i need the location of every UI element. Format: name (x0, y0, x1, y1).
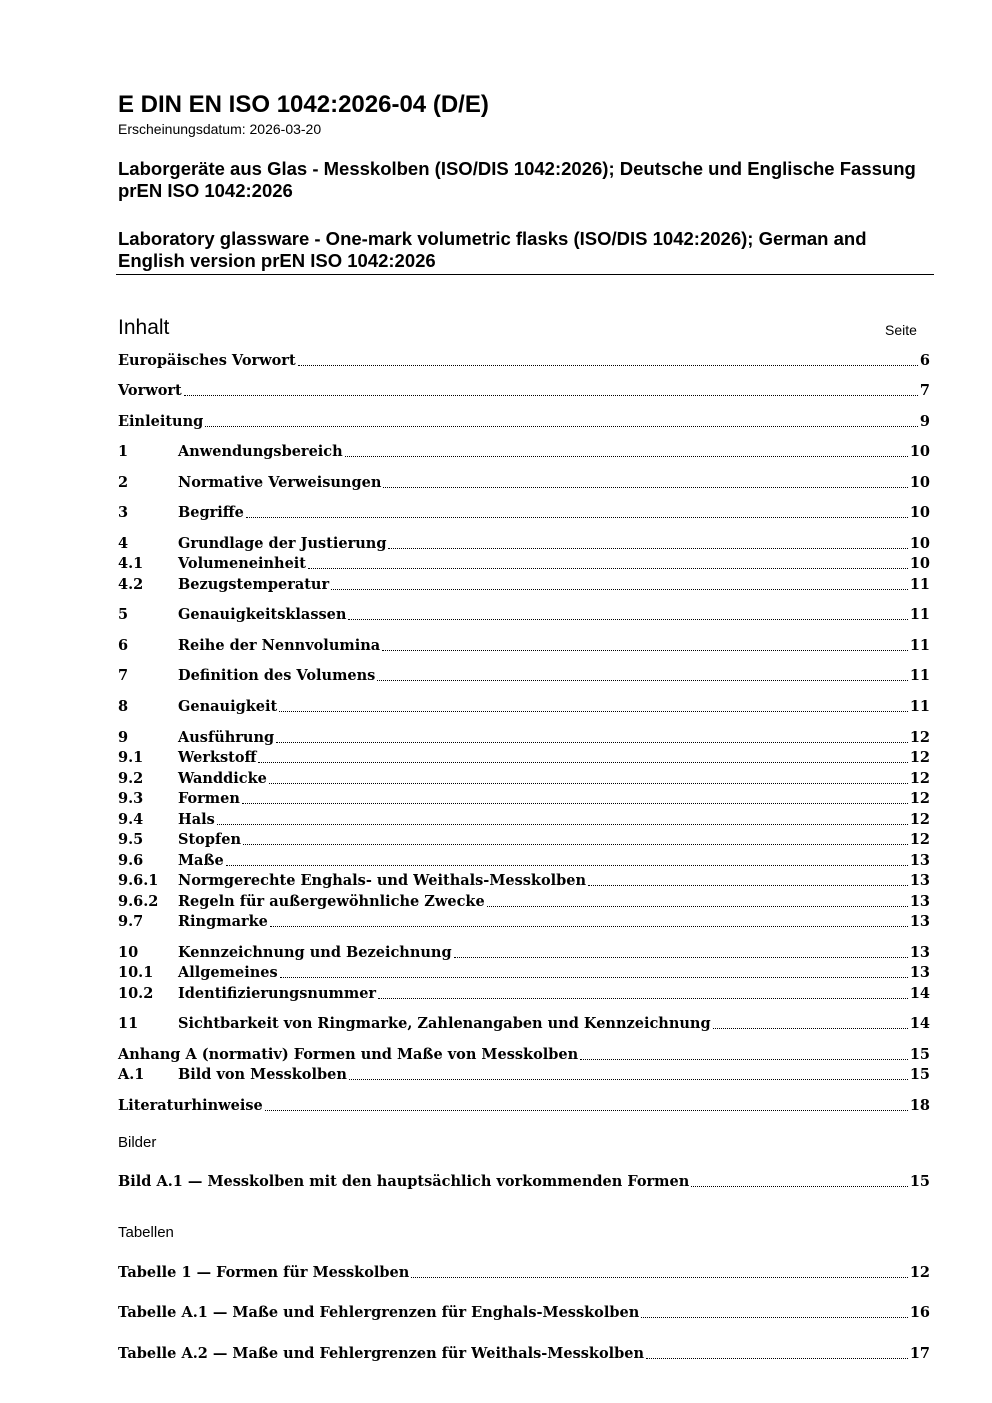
dot-leader (411, 1277, 908, 1278)
toc-entry-title: Vorwort (118, 382, 182, 399)
toc-entry-number: A.1 (118, 1066, 145, 1083)
toc-entry-number: 10 (118, 944, 139, 961)
toc-entry-title: Literaturhinweise (118, 1097, 263, 1114)
dot-leader (280, 977, 908, 978)
toc-entry-title: Maße (178, 852, 224, 869)
table-entry-title: Tabelle A.1 — Maße und Fehlergrenzen für Enghals-Messkolben (118, 1304, 640, 1321)
page-column-label: Seite (885, 322, 917, 338)
figure-entry[interactable] (118, 1172, 930, 1192)
toc-entry[interactable] (118, 1096, 930, 1116)
toc-entry-title: Ausführung (178, 729, 275, 746)
toc-entry[interactable] (118, 963, 930, 983)
table-entry-title: Tabelle 1 — Formen für Messkolben (118, 1264, 410, 1281)
toc-entry-title: Genauigkeitsklassen (178, 606, 347, 623)
dot-leader (205, 426, 918, 427)
toc-entry-page: 13 (909, 913, 930, 930)
toc-entry-title: Stopfen (178, 831, 241, 848)
toc-entry[interactable] (118, 381, 930, 401)
toc-entry-number: 9.7 (118, 913, 144, 930)
toc-entry-title: Formen (178, 790, 240, 807)
toc-entry[interactable] (118, 605, 930, 625)
toc-entry-number: 9.1 (118, 749, 144, 766)
toc-entry-number: 10.2 (118, 985, 154, 1002)
toc-entry-title: Ringmarke (178, 913, 268, 930)
toc-entry[interactable] (118, 769, 930, 789)
toc-entry-number: 4.1 (118, 555, 144, 572)
toc-entry-page: 14 (909, 1015, 930, 1032)
toc-entry-page: 13 (909, 852, 930, 869)
toc-entry-title: Europäisches Vorwort (118, 352, 296, 369)
toc-entry-page: 10 (909, 535, 930, 552)
dot-leader (308, 568, 908, 569)
toc-entry-number: 8 (118, 698, 129, 715)
dot-leader (265, 1110, 908, 1111)
dot-leader (226, 865, 908, 866)
toc-entry-page: 14 (909, 985, 930, 1002)
dot-leader (345, 456, 908, 457)
dot-leader (279, 711, 908, 712)
toc-entry-page: 12 (909, 831, 930, 848)
toc-entry[interactable] (118, 1045, 930, 1065)
toc-entry-title: Sichtbarkeit von Ringmarke, Zahlenangaben und Kennzeichnung (178, 1015, 711, 1032)
toc-entry-page: 12 (909, 770, 930, 787)
toc-entry[interactable] (118, 892, 930, 912)
toc-entry[interactable] (118, 503, 930, 523)
table-entry-title: Tabelle A.2 — Maße und Fehlergrenzen für Weithals-Messkolben (118, 1345, 645, 1362)
dot-leader (383, 487, 907, 488)
table-entry[interactable] (118, 1303, 930, 1323)
toc-entry-page: 10 (909, 555, 930, 572)
dot-leader (377, 680, 907, 681)
toc-entry[interactable] (118, 575, 930, 595)
toc-entry-page: 12 (909, 790, 930, 807)
figure-entry-page: 15 (909, 1173, 930, 1190)
toc-entry-number: 2 (118, 474, 129, 491)
toc-entry-number: 9.4 (118, 811, 144, 828)
toc-entry-number: 4 (118, 535, 129, 552)
table-entry[interactable] (118, 1344, 930, 1364)
toc-entry-page: 6 (919, 352, 930, 369)
toc-entry-title: Begriffe (178, 504, 244, 521)
toc-entry-number: 4.2 (118, 576, 144, 593)
dot-leader (454, 957, 908, 958)
dot-leader (243, 844, 908, 845)
toc-entry-title: Bezugstemperatur (178, 576, 330, 593)
toc-entry-title: Einleitung (118, 413, 204, 430)
dot-leader (298, 365, 918, 366)
toc-entry[interactable] (118, 554, 930, 574)
toc-entry-title: Identifizierungsnummer (178, 985, 377, 1002)
dot-leader (276, 742, 908, 743)
dot-leader (378, 998, 908, 999)
toc-entry[interactable] (118, 789, 930, 809)
toc-entry-number: 9.6.1 (118, 872, 159, 889)
toc-entry[interactable] (118, 1014, 930, 1034)
toc-entry-page: 13 (909, 872, 930, 889)
dot-leader (331, 589, 908, 590)
toc-entry-title: Allgemeines (178, 964, 278, 981)
tables-heading: Tabellen (118, 1224, 174, 1241)
toc-entry-page: 18 (909, 1097, 930, 1114)
dot-leader (184, 395, 918, 396)
dot-leader (646, 1358, 908, 1359)
toc-entry-title: Werkstoff (178, 749, 257, 766)
figure-entry-title: Bild A.1 — Messkolben mit den hauptsächlich vorkommenden Formen (118, 1173, 690, 1190)
toc-entry-number: 9.6.2 (118, 893, 159, 910)
dot-leader (349, 1079, 908, 1080)
document-id: E DIN EN ISO 1042:2026-04 (D/E) (118, 91, 489, 118)
toc-entry-page: 13 (909, 944, 930, 961)
toc-entry-number: 7 (118, 667, 129, 684)
title-english: Laboratory glassware - One-mark volumetric flasks (ISO/DIS 1042:2026); German and English version prEN ISO 1042:2026 (118, 228, 867, 271)
dot-leader (713, 1028, 908, 1029)
dot-leader (258, 762, 907, 763)
toc-entry-page: 13 (909, 964, 930, 981)
toc-entry[interactable] (118, 728, 930, 748)
dot-leader (269, 783, 908, 784)
toc-entry-number: 9.5 (118, 831, 144, 848)
toc-entry-page: 11 (909, 576, 930, 593)
dot-leader (691, 1186, 908, 1187)
toc-entry-title: Genauigkeit (178, 698, 278, 715)
title-divider (116, 274, 934, 275)
toc-entry-title: Wanddicke (178, 770, 267, 787)
dot-leader (580, 1059, 908, 1060)
toc-entry-title: Kennzeichnung und Bezeichnung (178, 944, 452, 961)
toc-entry-title: Anwendungsbereich (178, 443, 343, 460)
toc-entry-page: 7 (919, 382, 930, 399)
toc-entry[interactable] (118, 912, 930, 932)
toc-entry-title: Normative Verweisungen (178, 474, 382, 491)
toc-entry-title: Normgerechte Enghals- und Weithals-Messkolben (178, 872, 587, 889)
toc-entry-number: 5 (118, 606, 129, 623)
toc-entry-title: Definition des Volumens (178, 667, 376, 684)
toc-entry[interactable] (118, 871, 930, 891)
toc-entry-number: 11 (118, 1015, 139, 1032)
toc-entry-title: Hals (178, 811, 215, 828)
toc-entry-title: Reihe der Nennvolumina (178, 637, 381, 654)
toc-entry-page: 13 (909, 893, 930, 910)
title-german: Laborgeräte aus Glas - Messkolben (ISO/DIS 1042:2026); Deutsche und Englische Fassung prEN ISO 1042:2026 (118, 158, 916, 201)
toc-entry-page: 12 (909, 729, 930, 746)
dot-leader (348, 619, 907, 620)
table-entry-page: 16 (909, 1304, 930, 1321)
toc-entry[interactable] (118, 666, 930, 686)
toc-entry-page: 9 (919, 413, 930, 430)
toc-entry-page: 11 (909, 606, 930, 623)
contents-heading: Inhalt (118, 316, 170, 339)
toc-entry-page: 10 (909, 443, 930, 460)
toc-entry-number: 9.6 (118, 852, 144, 869)
toc-entry[interactable] (118, 1065, 930, 1085)
toc-entry-page: 11 (909, 637, 930, 654)
toc-entry[interactable] (118, 748, 930, 768)
toc-entry-number: 6 (118, 637, 129, 654)
toc-entry-number: 10.1 (118, 964, 154, 981)
toc-entry-page: 12 (909, 749, 930, 766)
dot-leader (242, 803, 908, 804)
toc-entry-number: 1 (118, 443, 129, 460)
toc-entry[interactable] (118, 851, 930, 871)
dot-leader (270, 926, 908, 927)
table-entry-page: 17 (909, 1345, 930, 1362)
toc-entry[interactable] (118, 697, 930, 717)
toc-entry-page: 10 (909, 504, 930, 521)
toc-entry[interactable] (118, 984, 930, 1004)
figures-heading: Bilder (118, 1134, 157, 1151)
toc-entry-page: 10 (909, 474, 930, 491)
toc-entry[interactable] (118, 830, 930, 850)
table-entry-page: 12 (909, 1264, 930, 1281)
toc-entry-title: Bild von Messkolben (178, 1066, 347, 1083)
toc-entry-page: 11 (909, 698, 930, 715)
toc-entry[interactable] (118, 442, 930, 462)
toc-entry[interactable] (118, 810, 930, 830)
toc-entry-title: Regeln für außergewöhnliche Zwecke (178, 893, 485, 910)
toc-entry[interactable] (118, 943, 930, 963)
toc-entry[interactable] (118, 412, 930, 432)
toc-entry-title: Anhang A (normativ) Formen und Maße von Messkolben (118, 1046, 579, 1063)
table-entry[interactable] (118, 1263, 930, 1283)
toc-entry-title: Grundlage der Justierung (178, 535, 387, 552)
toc-entry-number: 3 (118, 504, 129, 521)
toc-entry-number: 9.3 (118, 790, 144, 807)
publication-date: Erscheinungsdatum: 2026-03-20 (118, 121, 322, 137)
dot-leader (388, 548, 907, 549)
toc-entry[interactable] (118, 636, 930, 656)
toc-entry[interactable] (118, 534, 930, 554)
toc-entry[interactable] (118, 473, 930, 493)
toc-entry-number: 9 (118, 729, 129, 746)
dot-leader (487, 906, 908, 907)
toc-entry-page: 11 (909, 667, 930, 684)
dot-leader (246, 517, 908, 518)
dot-leader (217, 824, 908, 825)
dot-leader (588, 885, 908, 886)
dot-leader (382, 650, 908, 651)
toc-entry-page: 12 (909, 811, 930, 828)
toc-entry-title: Volumeneinheit (178, 555, 307, 572)
toc-entry[interactable] (118, 351, 930, 371)
toc-entry-number: 9.2 (118, 770, 144, 787)
dot-leader (641, 1317, 908, 1318)
toc-entry-page: 15 (909, 1046, 930, 1063)
toc-entry-page: 15 (909, 1066, 930, 1083)
